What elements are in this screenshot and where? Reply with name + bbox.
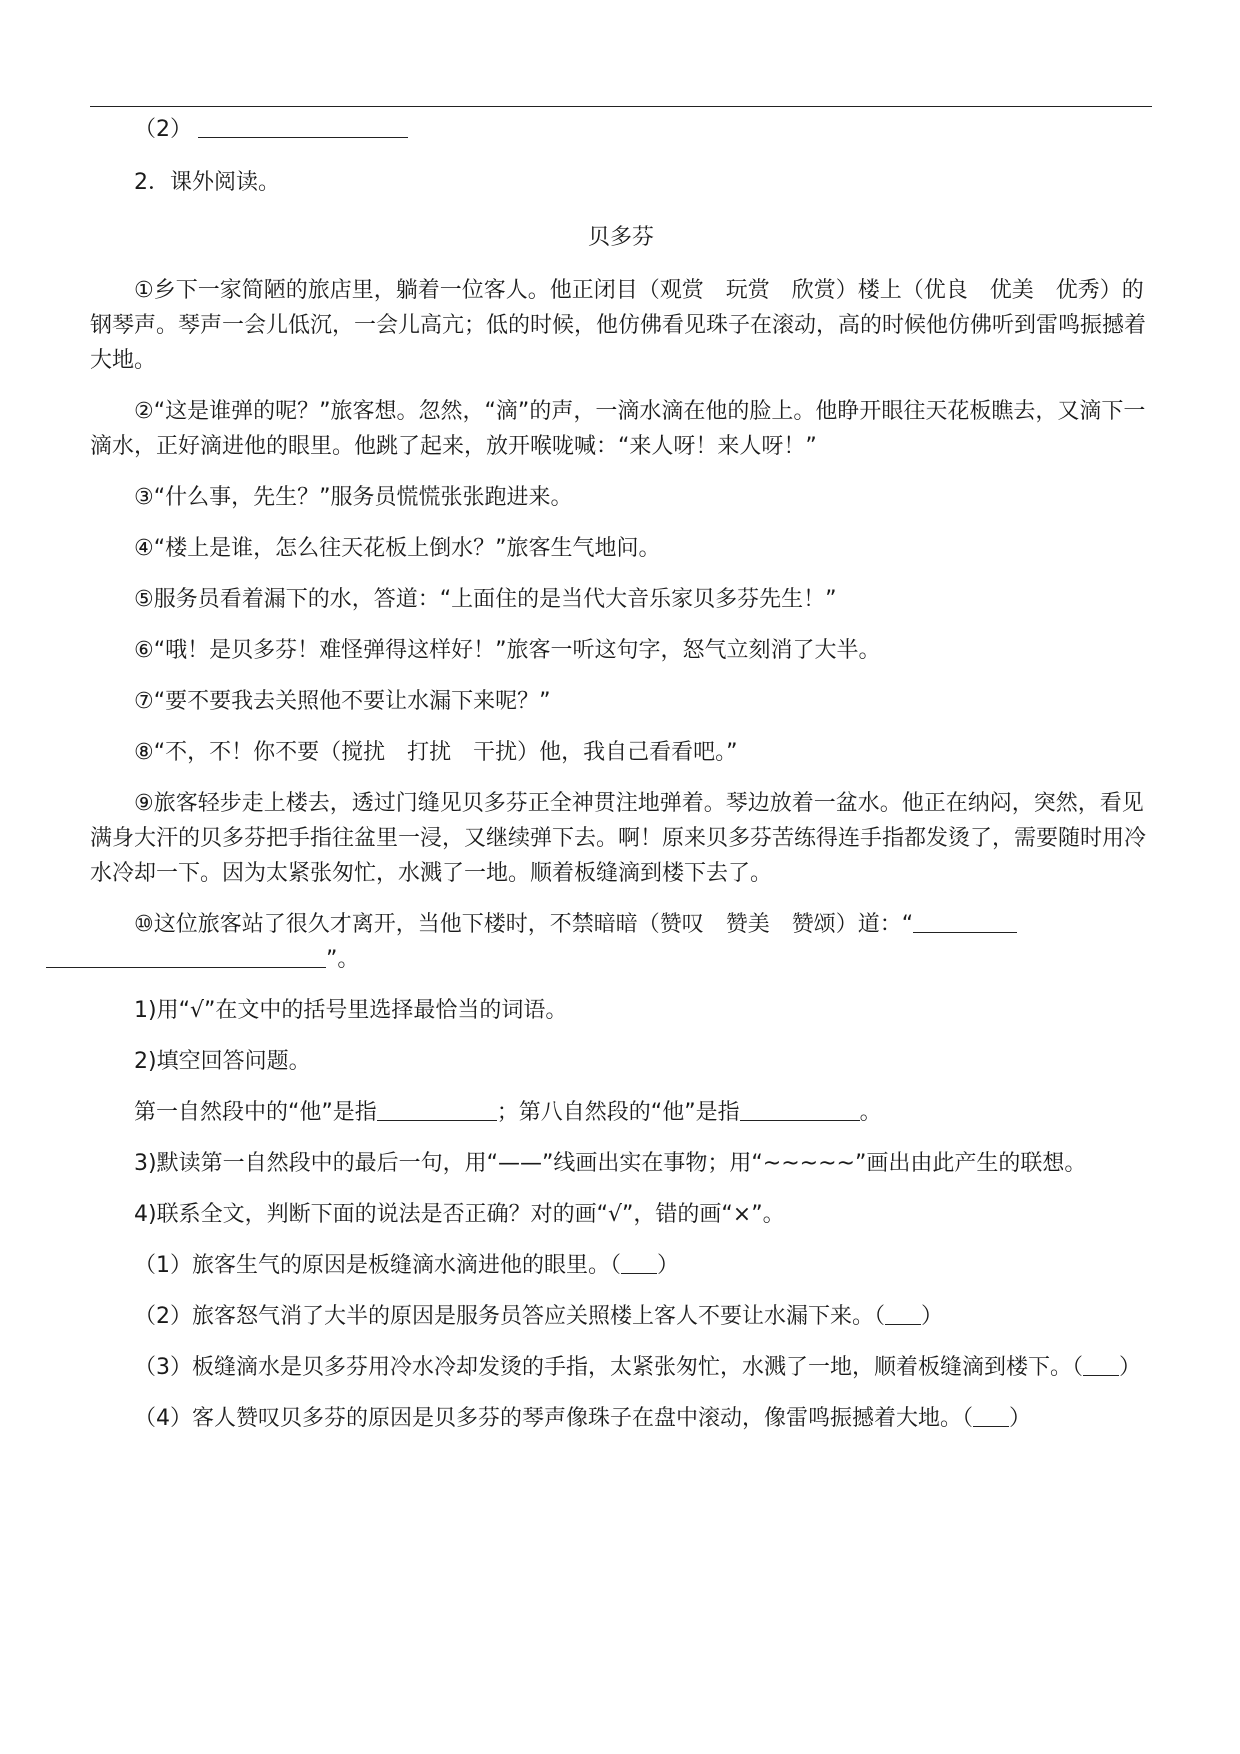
passage-paragraph-3: ③“什么事，先生？”服务员慌慌张张跑进来。: [134, 485, 573, 510]
question-3: 3)默读第一自然段中的最后一句，用“——”线画出实在事物；用“~~~~~”画出由此产生的联想。: [134, 1151, 1087, 1176]
judgement-answer-blank[interactable]: [973, 1402, 1009, 1427]
judgement-text: （4）客人赞叹贝多芬的原因是贝多芬的琴声像珠子在盘中滚动，像雷鸣振撼着大地。（: [134, 1406, 973, 1431]
question-2-end: 。: [859, 1100, 882, 1125]
judgement-item-2: [90, 1299, 1152, 1334]
top-item-label: （2）: [134, 117, 192, 142]
passage-paragraph-8: ⑧“不，不！你不要（搅扰 打扰 干扰）他，我自己看看吧。”: [134, 740, 738, 765]
passage-paragraph-10: [90, 907, 1152, 977]
passage-paragraph-5: ⑤服务员看着漏下的水，答道：“上面住的是当代大音乐家贝多芬先生！”: [134, 587, 837, 612]
passage-paragraph-7: ⑦“要不要我去关照他不要让水漏下来呢？”: [134, 689, 551, 714]
passage-paragraph-9: ⑨旅客轻步走上楼去，透过门缝见贝多芬正全神贯注地弹着。琴边放着一盆水。他正在纳闷，突然，看见满身大汗的贝多芬把手指往盆里一浸，又继续弹下去。啊！原来贝多芬苦练得连手指都发烫了，需要随时用冷水冷却一下。因为太紧张匆忙，水溅了一地。顺着板缝滴到楼下去了。: [90, 791, 1147, 886]
question-4: 4)联系全文，判断下面的说法是否正确？对的画“√”，错的画“×”。: [134, 1202, 785, 1227]
judgement-answer-blank[interactable]: [885, 1300, 921, 1325]
answer-blank[interactable]: [198, 113, 408, 138]
worksheet-content: [90, 108, 1152, 1436]
judgement-text: （1）旅客生气的原因是板缝滴水滴进他的眼里。（: [134, 1253, 621, 1278]
section-heading: 2．课外阅读。: [134, 170, 280, 195]
judgement-close: ）: [657, 1253, 680, 1278]
question-1: 1)用“√”在文中的括号里选择最恰当的词语。: [134, 998, 568, 1023]
judgement-item-3: [90, 1350, 1152, 1385]
passage-paragraph-2: ②“这是谁弹的呢？”旅客想。忽然，“滴”的声，一滴水滴在他的脸上。他睁开眼往天花板瞧去，又滴下一滴水，正好滴进他的眼里。他跳了起来，放开喉咙喊：“来人呀！来人呀！”: [90, 399, 1146, 459]
top-item: [90, 112, 1152, 147]
question-2: 2)填空回答问题。: [134, 1049, 311, 1074]
header-rule: [90, 106, 1152, 107]
quote-blank-line-1[interactable]: [913, 908, 1017, 933]
judgement-item-4: [90, 1401, 1152, 1436]
passage-title: 贝多芬: [587, 225, 654, 250]
paragraph-10-text: ⑩这位旅客站了很久才离开，当他下楼时，不禁暗暗（赞叹 赞美 赞颂）道：“: [134, 912, 914, 937]
question-2-part-a: 第一自然段中的“他”是指: [134, 1100, 377, 1125]
judgement-item-1: [90, 1248, 1152, 1283]
answer-blank-para1[interactable]: [377, 1096, 497, 1121]
judgement-text: （2）旅客怒气消了大半的原因是服务员答应关照楼上客人不要让水漏下来。（: [134, 1304, 885, 1329]
paragraph-10-close: ”。: [326, 947, 360, 972]
judgement-close: ）: [921, 1304, 944, 1329]
passage-paragraph-4: ④“楼上是谁，怎么往天花板上倒水？”旅客生气地问。: [134, 536, 661, 561]
question-2-fill: [90, 1095, 1152, 1130]
judgement-answer-blank[interactable]: [621, 1249, 657, 1274]
passage-paragraph-6: ⑥“哦！是贝多芬！难怪弹得这样好！”旅客一听这句字，怒气立刻消了大半。: [134, 638, 881, 663]
judgement-text: （3）板缝滴水是贝多芬用冷水冷却发烫的手指，太紧张匆忙，水溅了一地，顺着板缝滴到楼下。（: [134, 1355, 1084, 1380]
passage-paragraph-1: ①乡下一家简陋的旅店里，躺着一位客人。他正闭目（观赏 玩赏 欣赏）楼上（优良 优美 优秀）的钢琴声。琴声一会儿低沉，一会儿高亢；低的时候，他仿佛看见珠子在滚动，高的时候他仿佛听到雷鸣振撼着大地。: [90, 278, 1147, 373]
judgement-answer-blank[interactable]: [1083, 1351, 1119, 1376]
question-2-part-b: ；第八自然段的“他”是指: [496, 1100, 740, 1125]
answer-blank-para8[interactable]: [740, 1096, 860, 1121]
quote-blank-line-2[interactable]: [46, 943, 326, 968]
judgement-close: ）: [1119, 1355, 1142, 1380]
judgement-close: ）: [1009, 1406, 1032, 1431]
